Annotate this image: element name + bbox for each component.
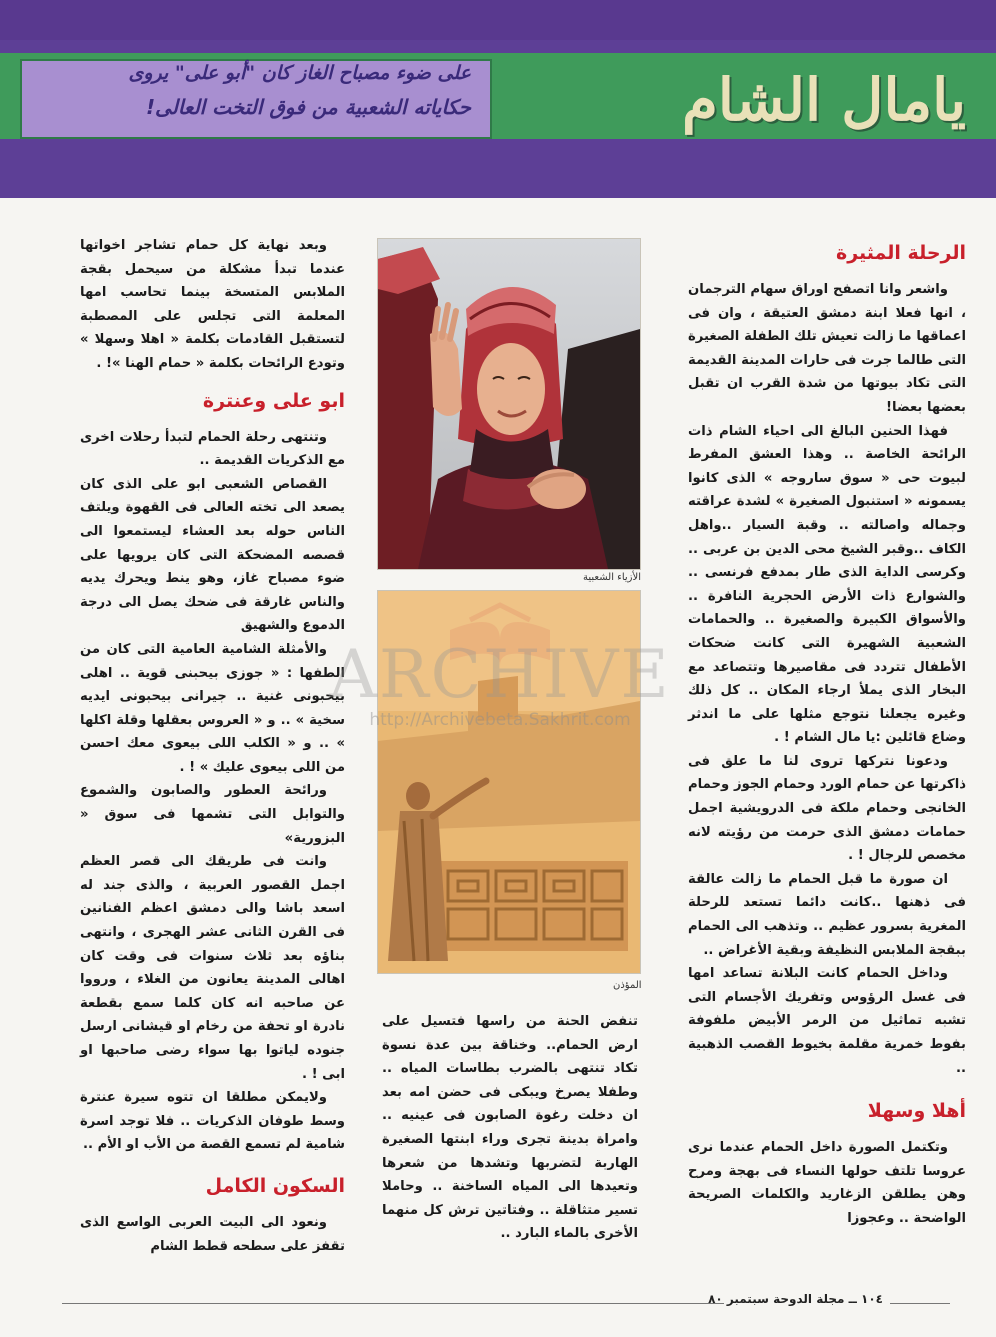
section-heading: الرحلة المثيرة (836, 242, 966, 264)
page-footer (0, 1270, 996, 1337)
banner-top-strip (0, 0, 996, 40)
article-masthead: يامال الشام (682, 66, 966, 134)
photo-caption: الأزياء الشعبية (583, 572, 641, 583)
middle-column (382, 1010, 638, 1246)
photo-folk-costumes (377, 238, 641, 570)
footer-rule (890, 1303, 950, 1304)
paragraph: ولايمكن مطلقا ان تتوه سيرة عنترة وسط طوفان الذكريات .. فلا توجد اسرة شامية لم تسمع القصة من الأب او الأم .. (80, 1090, 345, 1153)
right-column (688, 234, 966, 1231)
paragraph: ورائحة العطور والصابون والشموع والتوابل التى تشمها فى سوق « البزورية» (80, 783, 345, 846)
page-number-and-issue: ١٠٤ ــ مجلة الدوحة سبتمبر ٨٠ (708, 1292, 883, 1306)
paragraph: القصاص الشعبى ابو على الذى كان يصعد الى تخته العالى فى القهوة ويلتف الناس حوله بعد العشاء ليستمعوا الى قصصه المضحكة التى كان يرويها على ضوء مصباح غاز، وهو ينط ويحرك يديه والناس غارقة فى ضحك يصل الى درجة الدموع والشهيق (80, 476, 345, 634)
archive-book-icon (440, 600, 560, 670)
watermark-url: http://Archivebeta.Sakhrit.com (369, 710, 631, 730)
paragraph: تنفض الحنة من راسها فتسيل على ارض الحمام.. وخناقة بين عدة نسوة تكاد تنتهى بالضرب بطاسات المياه .. وطفلا يصرخ ويبكى فى حضن امه بعد ان دخلت رغوة الصابون فى عينيه .. وامراة بدينة تجرى وراء ابنتها الصغيرة الهاربة لتضربها وتشدها من شعرها وتعيدها الى المياه الساخنة .. وحاملا تسير متثاقلة .. وفتاتين ترش كل منهما الأخرى بالماء البارد .. (382, 1014, 638, 1242)
header-banner (0, 0, 996, 198)
paragraph: والأمثلة الشامية العامية التى كان من الطفها : « جوزى بيحبنى قوية .. اهلى بيحبونى غنية .. جيرانى بيحبونى ايديه سخية » .. و « العروس بعقلها وقلة اكلها » .. و « الكلب اللى بيعوى معك احسن من اللى بيعوى عليك » ! . (80, 641, 345, 775)
paragraph: ان صورة ما قبل الحمام ما زالت عالقة فى ذهنها ..كانت دائما تستعد للرحلة المغرية بسرور عظيم .. وتذهب الى الحمام ببقجة الملابس النظيفة وبقية الأغراض .. (688, 871, 966, 958)
paragraph: فهذا الحنين البالغ الى احياء الشام ذات الرائحة الخاصة .. وهذا العشق المفرط لبيوت حى « سوق ساروجه » الذى كانوا يسمونه « استنبول الصغيرة » لشدة عراقته وجماله واصالته .. وقبة السيار ..واهل الكاف ..وقبر الشيخ محى الدين بن عربى .. وكرسى الداية الذى طار بمدفع فرنسى .. والشوارع ذات الأرض الحجرية النافرة .. والأسواق الكبيرة والصغيرة .. والحمامات الشعبية الشهيرة التى كانت ضحكات الأطفال تتردد فى مقاصيرها وتتصاعد مع البخار الذى يملأ ارجاء المكان .. كل ذلك وغيره يجعلنا نتوجع مثلها على ما اندثر وضاع قائلين :يا مال الشام ! . (688, 423, 966, 746)
subtitle-line-2: حكاياته الشعبية من فوق التخت العالى! (145, 95, 471, 119)
paragraph: وانت فى طريقك الى قصر العظم اجمل القصور العربية ، والذى جند له اسعد باشا والى دمشق اعظم الفنانين فى القرن الثانى عشر الهجرى ، وانتهى بناؤه بعد ثلاث سنوات فى وقت كان اهالى المدينة يعانون من الغلاء ، ورووا عن صاحبه انه كان كلما سمع بقطعة نادرة او تحفة من رخام او قيشانى ارسل جنوده لياتوا بها سواء رضى صاحبها او ابى ! . (80, 854, 345, 1082)
paragraph: واشعر وانا اتصفح اوراق سهام الترجمان ، انها فعلا ابنة دمشق العتيقة ، وان فى اعماقها ما زالت تعيش تلك الطفلة الصغيرة التى طالما جرت فى حارات المدينة القديمة التى تكاد بيوتها من شدة القرب ان تقبل بعضها بعضا! (688, 282, 966, 415)
paragraph: وبعد نهاية كل حمام تشاجر اخواتها عندما تبدأ مشكلة من سيحمل بقجة الملابس المتسخة بينما تحاسب امها المعلمة التى تجلس على المصطبة لتستقبل القادمات بكلمة « اهلا وسهلا » وتودع الرائحات بكلمة « حمام الهنا »! . (80, 238, 345, 371)
subtitle-line-1: على ضوء مصباح الغاز كان "أبو على" يروى (128, 62, 471, 84)
watermark-title: ARCHIVE (329, 636, 671, 713)
paragraph: وتكتمل الصورة داخل الحمام عندما نرى عروسا تلتف حولها النساء فى بهجة ومرح وهن يطلقن الزغاريد والكلمات الصريحة الواضحة .. وعجوزا (688, 1140, 966, 1226)
paragraph: وداخل الحمام كانت البلانة تساعد امها فى غسل الرؤوس وتفريك الأجسام التى تشبه تماثيل من الرمر الأبيض ملفوفة بفوط خمرية مقلمة بخيوط القصب الذهبية .. (688, 966, 966, 1076)
paragraph: ودعونا نتركها تروى لنا ما علق فى ذاكرتها عن حمام الورد وحمام الجوز وحمام الخانجى وحمام ملكة فى الدرويشية اجمل حمامات دمشق الذى حرمت من رؤيته لانه مخصص للرجال ! . (688, 753, 966, 864)
footer-rule (62, 1303, 724, 1304)
section-heading: أهلا وسهلا (867, 1100, 966, 1123)
woman-portrait-illustration (378, 239, 640, 569)
left-column (80, 234, 345, 1258)
section-heading: ابو على وعنترة (202, 389, 345, 412)
photo-caption: المؤذن (613, 980, 642, 991)
section-heading: السكون الكامل (205, 1174, 345, 1197)
paragraph: وتنتهى رحلة الحمام لتبدأ رحلات اخرى مع الذكريات القديمة .. (80, 429, 345, 469)
paragraph: ونعود الى البيت العربى الواسع الذى تقفز على سطحه قطط الشام (80, 1214, 345, 1254)
